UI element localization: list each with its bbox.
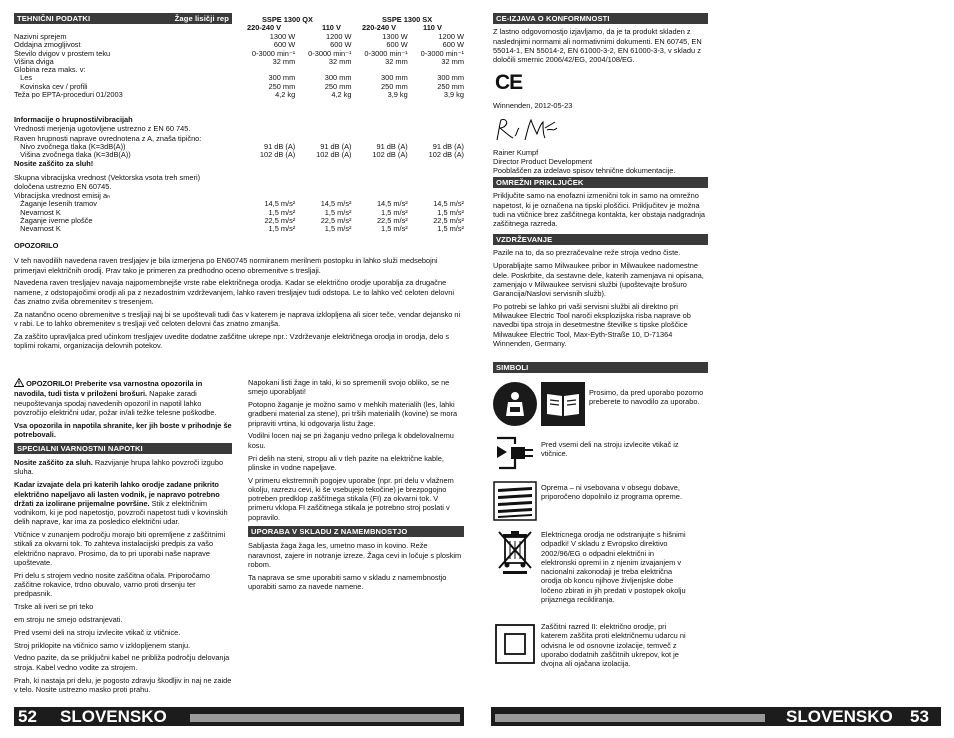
vib-line: Skupna vibracijska vrednost (Vektorska vsota treh smeri) xyxy=(14,172,201,182)
omrezni-text: Priključite samo na enofazni izmenični tok in samo na omrežno napetost, ki je označena na tipski ploščici. Priključitev je možna tudi na vtičnice brez zaščitnega kontakta, ker obstaja nadgradnja zaščitnega razreda. xyxy=(493,191,705,229)
volt-d: 110 V xyxy=(423,23,442,32)
footer-left-accent xyxy=(190,714,460,722)
signer-title: Director Product Development xyxy=(493,157,592,167)
special-paragraph: em stroju ne smejo odstranjevati. xyxy=(14,614,123,624)
signer-name: Rainer Kumpf xyxy=(493,147,539,157)
opozorilo-section xyxy=(14,241,464,354)
warning-keep: Vsa opozorila in napotila shranite, ker jih boste v prihodnje še potrebovali. xyxy=(14,420,232,439)
weee-bin-icon xyxy=(493,528,537,576)
omrezni-header: OMREŽNI PRIKLJUČEK xyxy=(493,177,708,188)
vib-row: Nevarnost K 1,5 m/s² 1,5 m/s² 1,5 m/s² 1,5 m/s² xyxy=(14,224,464,234)
noise-line: Raven hrupnosti naprave ovrednotena z A, znaša tipično: xyxy=(14,133,202,143)
opozorilo-paragraph: Navedena raven tresljajev navaja najpomembnejše vrste rabe električnega orodja. Kadar se električno orodje uporablja za drugačne namene, z odstopajočimi orodji ali pa z nezadostnim vzdrževanjem, lahko raven tresljajev tudi odstopa. Le to lahko več celoten delovni čas znatno zviša obremenitev s tresenjem. xyxy=(14,278,454,306)
volt-a: 220-240 V xyxy=(247,23,282,32)
page-number-right: 53 xyxy=(910,707,929,726)
use-paragraph: Ta naprava se sme uporabiti samo v skladu z namembnostjo uporabiti samo za navede namene. xyxy=(248,572,447,591)
vib-line: Vibracijska vrednost emisij aₕ xyxy=(14,191,111,201)
symbol-row xyxy=(493,382,709,426)
symbol-text: Zaščitni razred II: električno orodje, pri katerem zaščita proti električnemu udarcu ni odvisna le od osnovne izolacije, temveč z uporabo dodatnih zaščitnih ukrepov, kot je dvojna ali ojačana izolacija. xyxy=(541,622,686,668)
specs-title: TEHNIČNI PODATKI xyxy=(17,14,91,23)
model-2: SSPE 1300 SX xyxy=(382,15,433,24)
special-paragraph: Prah, ki nastaja pri delu, je pogosto zdravju škodljiv in naj ne zaide v telo. Nosite ustrezno masko proti prahu. xyxy=(14,675,232,694)
symbol-text: Elektricnega orodja ne odstranjujte s hišnimi odpadki! V skladu z Evropsko direktivo 2002/96/EG o odpadni električni in elektronski opremi in z njenim izvajanjem v nacionalni zakonodaji je treba električna orodja ob koncu njihove življenjske dobe ločeno zbirati in jih predati v postopek okolju prijaznega recikliranja. xyxy=(541,530,686,604)
special-header: SPECIALNI VARNOSTNI NAPOTKI xyxy=(14,443,232,454)
class-ii-icon xyxy=(493,622,537,666)
page-number-left: 52 xyxy=(18,707,37,726)
vzdrzevanje-section xyxy=(493,234,708,352)
safety-paragraph: Pri delih na steni, stropu ali v tleh pazite na električne kable, plinske in vodne napeljave. xyxy=(248,453,444,472)
safety-paragraph: Napokani listi žage in taki, ki so spremenili svojo obliko, se ne smejo uporabljati! xyxy=(248,378,450,397)
special-paragraph: Trske ali iveri se pri teko xyxy=(14,602,94,612)
special-paragraph: Pri delu s strojem vedno nosite zaščitna očala. Priporočamo zaščitne rokavice, trdno obuvalo, varno proti drsenju ter predpasnik. xyxy=(14,570,210,599)
warning-triangle-icon xyxy=(14,378,24,389)
language-right: SLOVENSKO xyxy=(786,707,893,726)
spec-row: Višina dviga 32 mm 32 mm 32 mm 32 mm xyxy=(14,56,464,66)
volt-c: 220-240 V xyxy=(362,23,397,32)
noise-line: Vrednosti merjenja ugotovljene ustrezno z EN 60 745. xyxy=(14,124,191,134)
symbol-row xyxy=(493,622,691,668)
symbol-text: Oprema – ni vsebovana v obsegu dobave, priporočeno dopolnilo iz programa opreme. xyxy=(541,483,682,502)
read-manual-icon xyxy=(493,382,585,426)
spec-row: Kovinska cev / profili 250 mm 250 mm 250 mm 250 mm xyxy=(14,81,464,91)
volt-b: 110 V xyxy=(322,23,341,32)
special-paragraph: Kadar izvajate dela pri katerih lahko orodje zadane prikrito električno napeljavo ali lasten vodnik, je napravo potrebno držati za izolirane prijemalne površine. Stik z električnim vodnikom, ki je pod napetostjo, povzroči napetost tudi v kovinskih delih naprave, kar ima za posledico električni udar. xyxy=(14,480,228,527)
ce-section xyxy=(493,13,708,176)
special-paragraph: Pred vsemi deli na stroju izvlecite vtikač iz vtičnice. xyxy=(14,627,181,637)
spec-row: Oddajna zmogljivost 600 W 600 W 600 W 600 W xyxy=(14,40,464,50)
warning-paragraph xyxy=(14,378,232,417)
noise-section xyxy=(14,115,464,234)
vib-row: Nevarnost K 1,5 m/s² 1,5 m/s² 1,5 m/s² 1,5 m/s² xyxy=(14,207,464,217)
spec-row: Les 300 mm 300 mm 300 mm 300 mm xyxy=(14,73,464,83)
specs-product: Žage lisičji rep xyxy=(174,14,229,23)
opozorilo-paragraph: Za natančno oceno obremenitve s tresljaji naj bi se upoštevali tudi čas v katerem je naprava izklopljena ali sicer teče, vendar dejansko ni v rabi. Le to lahko obremenitev s tresljaji več celoten delovni čas znatno zmanjša. xyxy=(14,309,461,328)
special-paragraph: Stroj priklopite na vtičnico samo v izklopljenem stanju. xyxy=(14,640,191,650)
vzdrzevanje-paragraph: Uporabljajte samo Milwaukee pribor in Milwaukee nadomestne dele. Poskrbite, da sestavne dele, katerih zamenjava ni opisana, zamenjajo v Milwaukee servisni službi (upoštevajte brošuro Garancija/Naslovi servisnih služb). xyxy=(493,261,704,299)
opozorilo-paragraph: Za zaščito upravljalca pred učinkom tresljajev uvedite dodatne zaščitne ukrepe npr.: Vzdrževanje električnega orodja in orodja, delo s toplimi rokami, organizacija delovnih potekov. xyxy=(14,331,450,351)
safety-paragraph: V primeru ekstremnih pogojev uporabe (npr. pri delu v vlažnem okolju, razrezu cevi, ki še vsebujejo tekočine) je brezpogojno potreben predklop zaščitnega stikala (FI) za okvarni tok. V primeru vklopa FI zaščitnega stikala je potrebno stroj poslati v popravilo. xyxy=(248,475,454,522)
vib-row: Žaganje lesenih tramov 14,5 m/s² 14,5 m/s² 14,5 m/s² 14,5 m/s² xyxy=(14,199,464,209)
specs-table xyxy=(14,33,464,99)
symbol-text: Prosimo, da pred uporabo pozorno preberete to navodilo za uporabo. xyxy=(589,388,704,407)
ce-mark-icon: CE xyxy=(495,71,523,95)
safety-paragraph: Potopno žaganje je možno samo v mehkih materialih (les, lahki gradbeni material za stene), pri trših materialih (kovine) se mora pripraviti vrtina, ki odgovarja listu žage. xyxy=(248,400,458,428)
language-left: SLOVENSKO xyxy=(60,707,167,726)
signer-role: Pooblaščen za izdelavo spisov tehnične dokumentacije. xyxy=(493,166,676,176)
noise-row: Nivo zvočnega tlaka (K=3dB(A)) 91 dB (A) 91 dB (A) 91 dB (A) 91 dB (A) xyxy=(14,141,464,151)
safety-paragraph: Vodilni locen naj se pri žaganju vedno prilega k obdelovalnemu kosu. xyxy=(248,431,454,450)
place-date: Winnenden, 2012-05-23 xyxy=(493,100,573,110)
ce-text: Z lastno odgovornostjo izjavljamo, da je ta produkt skladen z naslednjimi normami ali normativnimi dokumenti. EN 60745, EN 55014-1, EN 55014-2, EN 61000-3-2, EN 61000-3-3, v skladu z določili smernic 2006/42/EG, 2004/108/EG. xyxy=(493,27,702,65)
vzdrzevanje-paragraph: Po potrebi se lahko pri vaši servisni službi ali direktno pri Milwaukee Electric Tool naroči eksplozijska risba naprave ob navedbi tipa stroja in desetmestne številke s tipske ploščice Milwaukee Electric Tool, Max-Eyth-Straße 10, D-71364 Winnenden, Germany. xyxy=(493,301,691,348)
spec-row: Nazivni sprejem 1300 W 1200 W 1300 W 1200 W xyxy=(14,32,464,41)
special-paragraph: Vedno pazite, da se priključni kabel ne približa področju delovanja stroja. Kabel vedno vodite za strojem. xyxy=(14,653,230,672)
spec-row: Število dvigov v prostem teku 0-3000 min⁻¹ 0-3000 min⁻¹ 0-3000 min⁻¹ 0-3000 min⁻¹ xyxy=(14,48,464,58)
warning-rest: Napake zaradi neupoštevanja spodaj navedenih opozoril in napotil lahko povzročijo električni udar, požar in/ali težke telesne poškodbe. xyxy=(14,389,217,417)
noise-row: Višina zvočnega tlaka (K=3dB(A)) 102 dB (A) 102 dB (A) 102 dB (A) 102 dB (A) xyxy=(14,150,464,160)
spec-row: Globina reza maks. v: xyxy=(14,66,86,75)
special-paragraph: Nosite zaščito za sluh. Razvijanje hrupa lahko povzroči izgubo sluha. xyxy=(14,458,224,477)
opozorilo-paragraph: V teh navodilih navedena raven tresljajev je bila izmerjena po EN60745 normiranem merilnem postopku in lahko služi medsebojni primerjavi električnih orodij. Prav tako je primeren za predhodno oceno obremenitve s tresljaji. xyxy=(14,256,438,275)
warning-bold: OPOZORILO! Preberite vsa varnostna opozorila in navodila, tudi tista v priloženi brošuri. xyxy=(14,379,203,399)
warning-column xyxy=(14,378,232,698)
noise-title: Informacije o hrupnosti/vibracijah xyxy=(14,115,133,124)
symbol-text: Pred vsemi deli na stroju izvlecite vtikač iz vtičnice. xyxy=(541,440,679,459)
use-paragraph: Sabljasta žaga žaga les, umetno maso in kovino. Reže naravnost, zajere in notranje izreze. Žaga cevi in ločuje s ploskim robom. xyxy=(248,541,462,569)
vzdrzevanje-header: VZDRŽEVANJE xyxy=(493,234,708,245)
symbol-row xyxy=(493,528,691,604)
omrezni-section xyxy=(493,177,708,232)
vib-row: Žaganje iverne plošče 22,5 m/s² 22,5 m/s² 22,5 m/s² 22,5 m/s² xyxy=(14,215,464,225)
accessory-icon xyxy=(493,479,537,523)
ear-protection: Nosite zaščito za sluh! xyxy=(14,159,94,169)
opozorilo-title: OPOZORILO xyxy=(14,241,59,250)
safety-column-2 xyxy=(248,378,464,595)
symbol-row xyxy=(493,479,691,523)
specs-header xyxy=(14,13,232,24)
vzdrzevanje-paragraph: Pazile na to, da so prezračevalne reže stroja vedno čiste. xyxy=(493,248,681,258)
footer-right-accent xyxy=(495,714,765,722)
symbol-row xyxy=(493,430,691,474)
spec-row: Teža po EPTA-proceduri 01/2003 4,2 kg 4,2 kg 3,9 kg 3,9 kg xyxy=(14,90,464,100)
simboli-header: SIMBOLI xyxy=(493,362,708,373)
signature-icon xyxy=(493,116,708,144)
use-header: UPORABA V SKLADU Z NAMEMBNOSTJO xyxy=(248,526,464,537)
vib-line: določena ustrezno EN 60745. xyxy=(14,181,112,191)
special-paragraph: Vtičnice v zunanjem področju morajo biti opremljene z zaščitnimi stikali za okvarni tok. To zahteva instalacijski predpis za vašo električno napravo. Prosimo, da to pri uporabi naše naprave upoštevate. xyxy=(14,530,226,567)
ce-header: CE-IZJAVA O KONFORMNOSTI xyxy=(493,13,708,24)
model-1: SSPE 1300 QX xyxy=(262,15,313,24)
unplug-icon xyxy=(493,430,537,474)
